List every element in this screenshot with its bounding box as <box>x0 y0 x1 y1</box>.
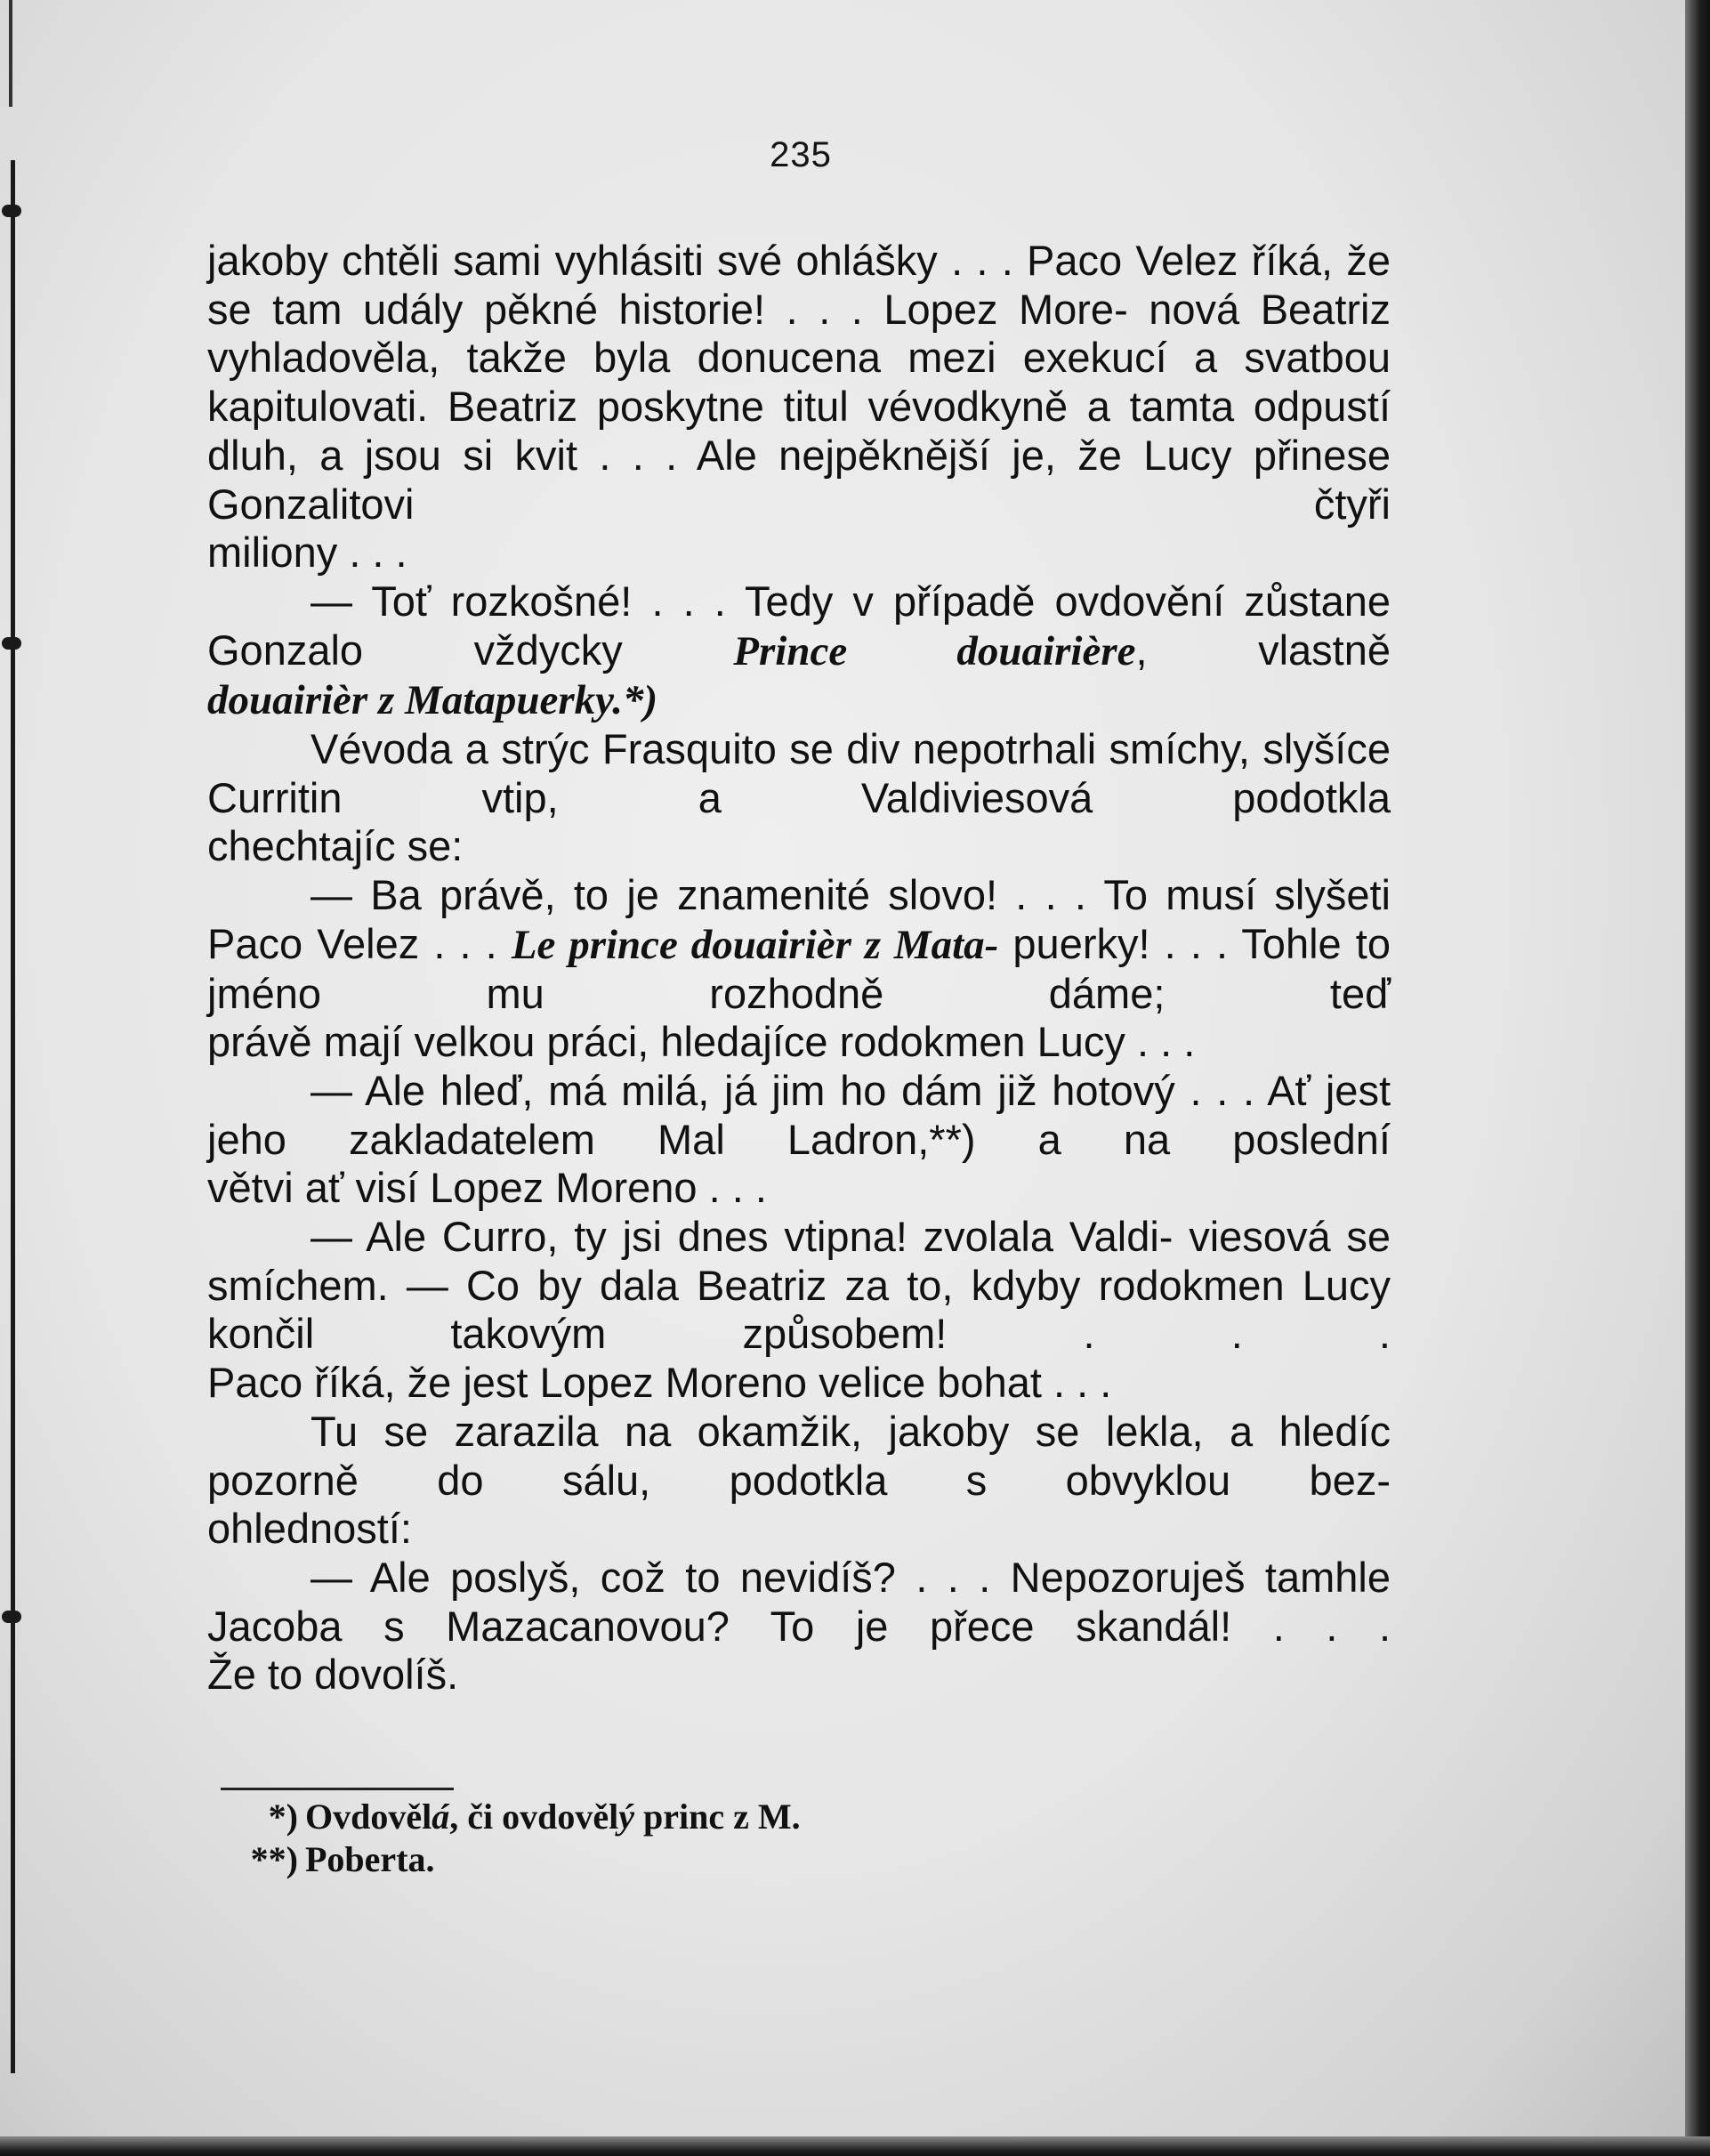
scan-edge-right <box>1685 0 1710 2156</box>
text-line: větvi ať visí Lopez Moreno . . . <box>207 1164 767 1212</box>
binding-mark <box>2 205 21 217</box>
text-line: tamhle Jacoba s Mazacanovou? To je přece skandál! . . . <box>207 1553 1391 1650</box>
text-line: kdyby rodokmen Lucy končil takovým způsobem! . . . <box>207 1261 1391 1358</box>
italic-phrase: Le prince douairièr z Mata- <box>511 921 999 968</box>
paragraph <box>207 1359 1391 1408</box>
footnote-text: Ovdověl <box>305 1797 432 1837</box>
text-line: — Ba právě, to je znamenité slovo! . . . To musí <box>311 871 1257 919</box>
text-line: ohledností: <box>207 1505 412 1553</box>
text-line: Paco říká, že jest Lopez Moreno velice bohat . . . <box>207 1359 1112 1407</box>
footnote <box>236 1838 1303 1881</box>
text-line: puerky! . . . Tohle to jméno mu rozhodně dáme; teď <box>207 919 1391 1017</box>
page-number: 235 <box>770 135 832 174</box>
text-line: Tu se zarazila na okamžik, jakoby se lekla, a <box>311 1407 1254 1455</box>
text-line: — Ale Curro, ty jsi dnes vtipna! zvolala Valdi- <box>311 1213 1174 1261</box>
text-line: smíchy, slyšíce Curritin vtip, a Valdiviesová podotkla <box>207 725 1391 821</box>
footnote <box>236 1796 1303 1838</box>
paragraph <box>207 577 1391 675</box>
text-line: exekucí a svatbou kapitulovati. Beatriz poskytne titul <box>207 334 1391 431</box>
text-line: Ale nejpěknější je, že Lucy přinese Gonzalitovi čtyři <box>207 431 1391 528</box>
paragraph <box>207 675 1391 725</box>
text-line: jakoby chtěli sami vyhlásiti své ohlášky . . . Paco Velez <box>207 237 1238 284</box>
text-line: miliony . . . <box>207 529 407 577</box>
text-line: Že to dovolíš. <box>207 1651 459 1699</box>
paragraph <box>207 529 1391 577</box>
text-line: Vévoda a strýc Frasquito se div nepotrhali <box>311 725 1097 773</box>
text-line: slyšeti Paco Velez . . . <box>207 871 1391 967</box>
footnote-text: princ z M. <box>633 1797 801 1837</box>
paragraph <box>207 1018 1391 1067</box>
italic-phrase: Prince douairière <box>733 627 1136 674</box>
text-line: právě mají velkou práci, hledajíce rodokmen Lucy . . . <box>207 1018 1196 1066</box>
scan-edge-left-top <box>9 0 12 107</box>
body-text <box>207 237 1391 1700</box>
footnote-italic: ý <box>618 1797 634 1837</box>
paragraph <box>207 725 1391 822</box>
paragraph <box>207 1408 1391 1505</box>
footnote-text: , či ovdověl <box>449 1797 619 1837</box>
text-line: hledíc pozorně do sálu, podotkla s obvyklou bez- <box>207 1407 1391 1504</box>
footnote-mark: *) <box>268 1797 298 1837</box>
paragraph <box>207 822 1391 871</box>
text-line: říká, že se tam udály pěkné historie! . . . Lopez More- <box>207 237 1391 333</box>
paragraph <box>207 237 1391 529</box>
scan-edge-bottom <box>0 2136 1710 2156</box>
text-line: — Toť rozkošné! . . . Tedy v případě ovdovění <box>311 577 1225 625</box>
paragraph <box>207 1554 1391 1651</box>
paragraph <box>207 1505 1391 1554</box>
paragraph <box>207 1213 1391 1359</box>
footnote-mark: **) <box>250 1839 298 1879</box>
text-line: Ať jest jeho zakladatelem Mal Ladron,**) a na poslední <box>207 1066 1391 1163</box>
text-fragment: , vlastně <box>1135 626 1391 674</box>
footnote-divider <box>221 1788 454 1790</box>
text-line: chechtajíc se: <box>207 822 464 870</box>
footnote-italic: á <box>432 1797 450 1837</box>
text-line: — Ale hleď, má milá, já jim ho dám již hotový . . . <box>311 1066 1255 1114</box>
footnotes <box>236 1796 1303 1881</box>
scan-binding-edge <box>11 160 15 2073</box>
footnote-text: Poberta. <box>305 1839 435 1879</box>
text-line: zůstane Gonzalo vždycky <box>207 577 1391 674</box>
paragraph <box>207 1651 1391 1700</box>
paragraph <box>207 1067 1391 1164</box>
text-line: — Ale poslyš, což to nevidíš? . . . Nepozoruješ <box>311 1553 1246 1601</box>
text-line: nová Beatriz vyhladověla, takže byla donucena mezi <box>207 285 1391 382</box>
paragraph <box>207 871 1391 1018</box>
text-line: viesová se smíchem. — Co by dala Beatriz za to, <box>207 1213 1391 1309</box>
text-line: vévodkyně a tamta odpustí dluh, a jsou si kvit . . . <box>207 383 1391 479</box>
binding-mark <box>2 637 21 650</box>
binding-mark <box>2 1611 21 1623</box>
paragraph <box>207 1164 1391 1213</box>
text-line: douairièr z Matapuerky.*) <box>207 677 658 724</box>
